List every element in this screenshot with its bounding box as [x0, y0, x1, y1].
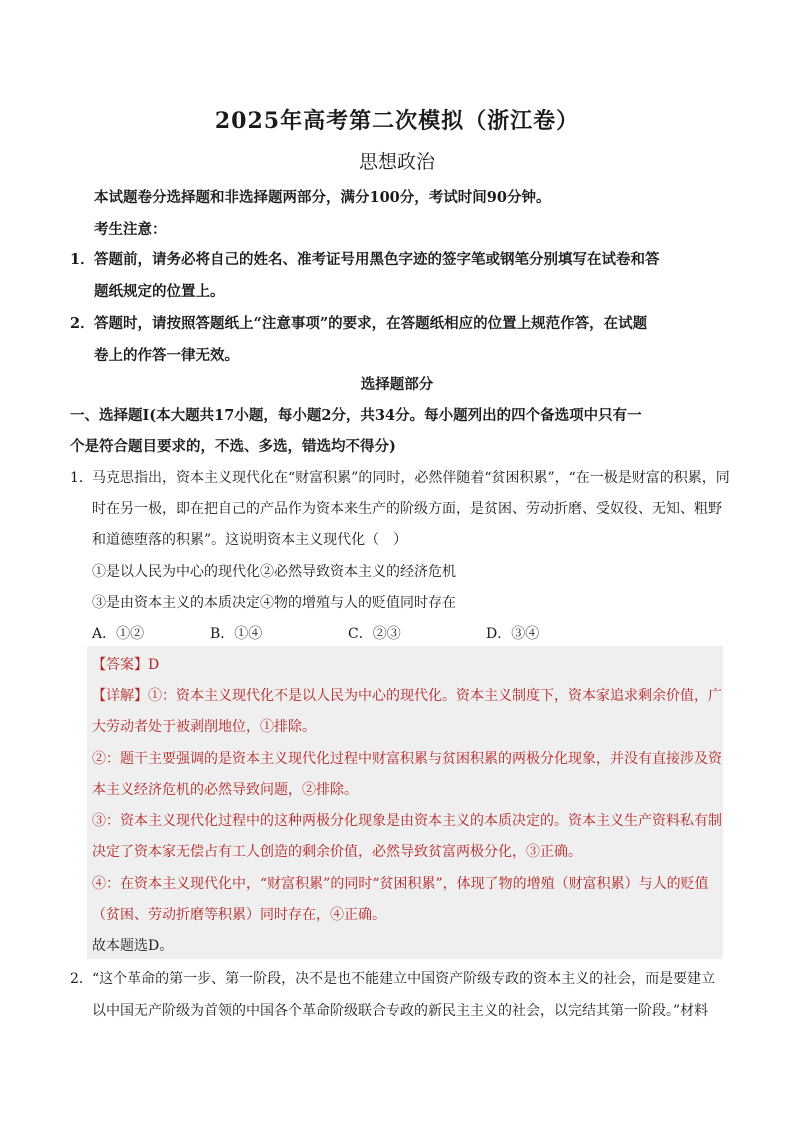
section-instruction-line2: 个是符合题目要求的，不选、多选，错选均不得分) [70, 438, 396, 455]
notice-2-line1: 答题时，请按照答题纸上“注意事项”的要求，在答题纸相应的位置上规范作答，在试题 [94, 315, 648, 332]
question-1-statements-3-4: ③是由资本主义的本质决定④物的增殖与人的贬值同时存在 [92, 595, 456, 611]
question-1-detail-line1: 【详解】①：资本主义现代化不是以人民为中心的现代化。资本主义制度下，资本家追求剩余价值，广 [92, 688, 722, 704]
question-1-option-d[interactable]: D．③④ [486, 626, 540, 642]
notice-1-line1: 答题前，请务必将自己的姓名、准考证号用黑色字迹的签字笔或钢笔分别填写在试卷和答 [94, 251, 660, 268]
question-1-option-b[interactable]: B．①④ [210, 626, 263, 642]
notice-1-line2: 题纸规定的位置上。 [94, 283, 225, 300]
question-1-stem-line2: 时在另一极，即在把自己的产品作为资本来生产的阶级方面，是贫困、劳动折磨、受奴役、无知、粗野 [92, 501, 722, 517]
question-1-conclusion: 故本题选D。 [92, 938, 174, 954]
question-1-detail-line4: 本主义经济危机的必然导致问题，②排除。 [92, 782, 358, 798]
question-1-detail-line6: 决定了资本家无偿占有工人创造的剩余价值，必然导致贫富两极分化，③正确。 [92, 844, 582, 860]
notice-2-line2: 卷上的作答一律无效。 [94, 347, 239, 364]
question-2-number: 2． [70, 971, 93, 987]
question-1-stem-line1: 马克思指出，资本主义现代化在“财富积累”的同时，必然伴随着“贫困积累”，“在一极是财富的积累，同 [92, 470, 730, 486]
question-1-detail-line5: ③：资本主义现代化过程中的这种两极分化现象是由资本主义的本质决定的。资本主义生产资料私有制 [92, 813, 722, 829]
notice-1-number: 1． [70, 251, 95, 268]
question-1-option-a[interactable]: A．①② [92, 626, 145, 642]
section-title: 选择题部分 [360, 376, 434, 393]
question-1-number: 1． [70, 470, 93, 486]
question-1-detail-line2: 大劳动者处于被剥削地位，①排除。 [92, 719, 316, 735]
question-1-option-c[interactable]: C．②③ [348, 626, 401, 642]
question-2-stem-line1: “这个革命的第一步、第一阶段，决不是也不能建立中国资产阶级专政的资本主义的社会，而是要建立 [92, 971, 716, 987]
question-1-detail-line3: ②：题干主要强调的是资本主义现代化过程中财富积累与贫困积累的两极分化现象，并没有直接涉及资 [92, 751, 722, 767]
exam-summary: 本试题卷分选择题和非选择题两部分，满分100分，考试时间90分钟。 [94, 189, 551, 206]
question-1-stem-line3: 和道德堕落的积累”。这说明资本主义现代化（ ） [92, 532, 408, 548]
question-1-statements-1-2: ①是以人民为中心的现代化②必然导致资本主义的经济危机 [92, 564, 456, 580]
question-1-answer: 【答案】D [92, 657, 160, 673]
subject-title: 思想政治 [358, 151, 435, 173]
question-1-detail-line8: （贫困、劳动折磨等积累）同时存在，④正确。 [92, 907, 386, 923]
question-1-detail-line7: ④：在资本主义现代化中，“财富积累”的同时“贫困积累”，体现了物的增殖（财富积累）与人的贬值 [92, 876, 709, 892]
notice-heading: 考生注意： [94, 221, 167, 238]
question-2-stem-line2: 以中国无产阶级为首领的中国各个革命阶级联合专政的新民主主义的社会，以完结其第一阶段。”材料 [92, 1003, 709, 1019]
notice-2-number: 2． [70, 315, 95, 332]
exam-title: 2025年高考第二次模拟（浙江卷） [214, 108, 580, 134]
section-instruction-line1: 一、选择题Ⅰ(本大题共17小题，每小题2分，共34分。每小题列出的四个备选项中只有一 [70, 407, 642, 424]
